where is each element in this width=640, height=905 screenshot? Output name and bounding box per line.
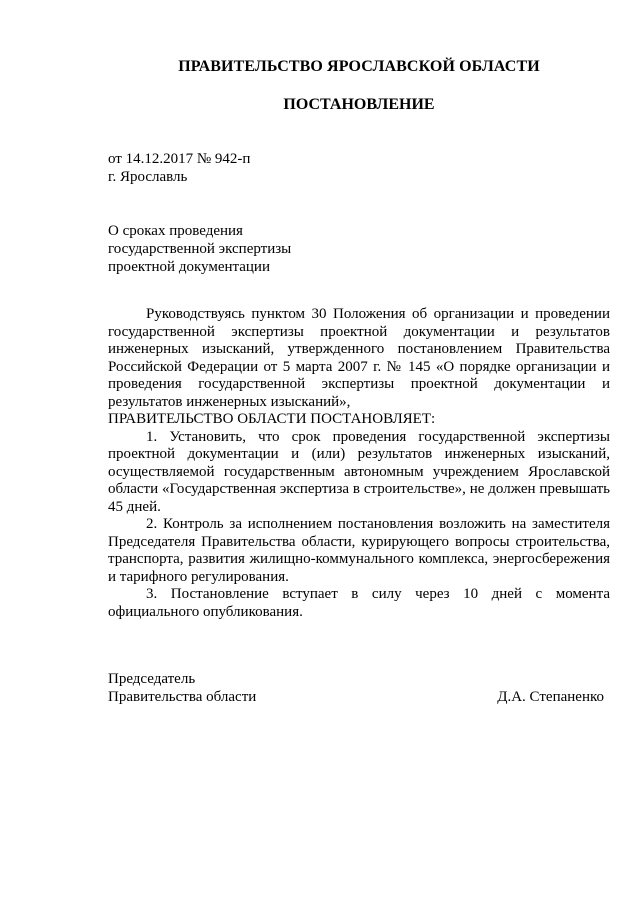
signatory-title-line2: Правительства области	[108, 689, 257, 705]
subject-line: государственной экспертизы	[108, 241, 292, 257]
item-paragraph-1: 1. Установить, что срок проведения государственной экспертизы проектной документации и (или) результатов инженерных изысканий, осуществляемой государственным автономным учреждением Ярославской области «Государственная экспертиза в строительстве», не должен превышать 45 дней.	[108, 428, 610, 515]
preamble-paragraph: Руководствуясь пунктом 30 Положения об организации и проведении государственной экспертизы проектной документации и результатов инженерных изысканий, утвержденного постановлением Правительства Российской Федерации от 5 марта 2007 г. № 145 «О порядке организации и проведения государственной экспертизы проектной документации и результатов инженерных изысканий»,	[108, 306, 610, 410]
city: г. Ярославль	[108, 169, 188, 185]
document-type-title: ПОСТАНОВЛЕНИЕ	[283, 96, 435, 113]
signature-row	[108, 688, 604, 706]
item-paragraph-2: 2. Контроль за исполнением постановления возложить на заместителя Председателя Правительства области, курирующего вопросы строительства, транспорта, развития жилищно-коммунального комплекса, энергосбережения и тарифного регулирования.	[108, 516, 610, 585]
subject-line: О сроках проведения	[108, 223, 243, 239]
document-meta	[108, 150, 250, 186]
document-subject	[108, 222, 291, 276]
signatory-title-line1: Председатель	[108, 671, 196, 687]
item-paragraph-3: 3. Постановление вступает в силу через 10 дней с момента официального опубликования.	[108, 586, 610, 620]
resolve-heading: ПРАВИТЕЛЬСТВО ОБЛАСТИ ПОСТАНОВЛЯЕТ:	[108, 411, 436, 427]
signatory-name: Д.А. Степаненко	[497, 689, 604, 705]
organization-title: ПРАВИТЕЛЬСТВО ЯРОСЛАВСКОЙ ОБЛАСТИ	[178, 58, 540, 75]
document-body	[108, 306, 610, 621]
signature-block	[108, 670, 604, 706]
subject-line: проектной документации	[108, 259, 270, 275]
date-number: от 14.12.2017 № 942-п	[108, 151, 251, 167]
